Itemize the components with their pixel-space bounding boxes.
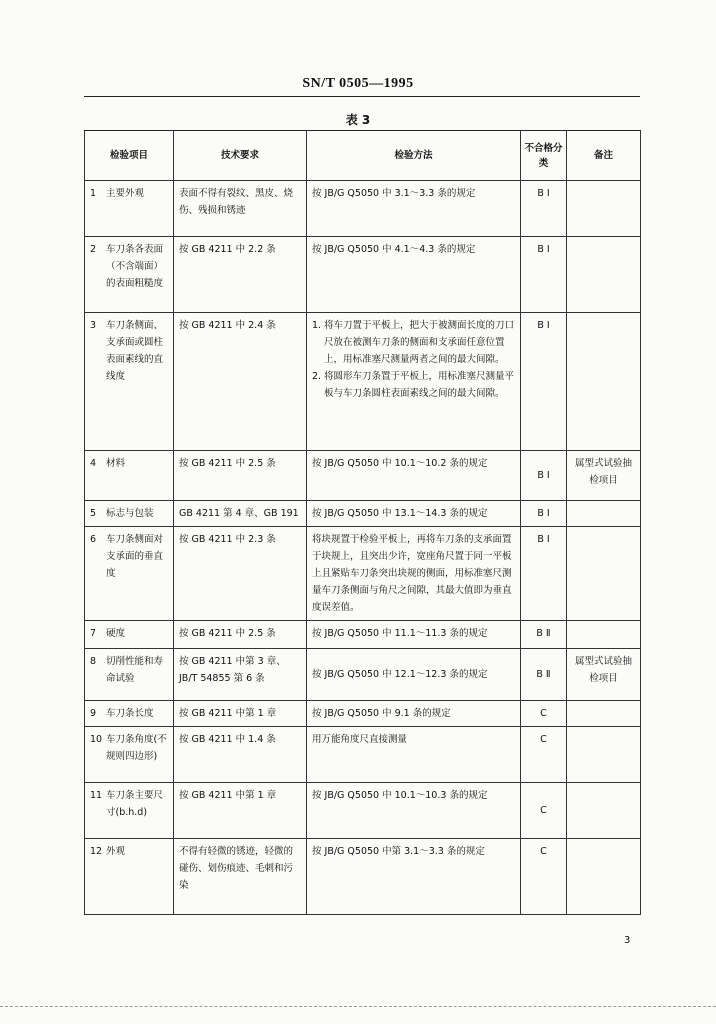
class-cell: B Ⅱ <box>521 649 567 701</box>
method-step: 1. 将车刀置于平板上，把大于被测面长度的刀口尺放在被测车刀条的侧面和支承面任意位置上，用标准塞尺测量两者之间的最大间隙。 <box>312 320 515 365</box>
item-name: 车刀条主要尺寸(b.h.d) <box>106 790 164 818</box>
col-header-requirement: 技术要求 <box>174 131 307 181</box>
requirement-cell: 按 GB 4211 中第 3 章、JB/T 54855 第 6 条 <box>174 649 307 701</box>
row-number: 11 <box>90 790 103 801</box>
col-header-item: 检验项目 <box>85 131 174 181</box>
table-row <box>85 701 641 727</box>
class-cell: B I <box>521 181 567 237</box>
remark-cell <box>567 501 641 527</box>
requirement-cell: 按 GB 4211 中 2.4 条 <box>174 313 307 451</box>
method-step: 2. 将圆形车刀条置于平板上，用标准塞尺测量平板与车刀条圆柱表面素线之间的最大间隙。 <box>312 371 515 399</box>
method-cell: 将块规置于检验平板上，再将车刀条的支承面置于块规上，且突出少许，宽座角尺置于同一平板上且紧贴车刀条突出块规的侧面，用标准塞尺测量车刀条侧面与角尺之间隙，其最大值即为垂直度误差值。 <box>307 527 521 621</box>
item-name: 硬度 <box>106 628 126 639</box>
requirement-cell: 不得有轻微的锈迹，轻微的碰伤、划伤痕迹、毛刺和污染 <box>174 839 307 915</box>
item-name: 车刀条各表面（不含端面）的表面粗糙度 <box>106 244 164 289</box>
page-number: 3 <box>624 935 631 946</box>
item-cell <box>85 501 174 527</box>
item-cell <box>85 839 174 915</box>
requirement-cell: 按 GB 4211 中第 1 章 <box>174 701 307 727</box>
table-row <box>85 727 641 783</box>
method-cell: 按 JB/G Q5050 中第 3.1～3.3 条的规定 <box>307 839 521 915</box>
table-row <box>85 181 641 237</box>
item-name: 车刀条侧面对支承面的垂直度 <box>106 534 164 579</box>
item-cell <box>85 701 174 727</box>
class-cell: C <box>521 727 567 783</box>
remark-cell <box>567 727 641 783</box>
item-name: 外观 <box>106 846 126 857</box>
row-number: 6 <box>90 534 97 545</box>
table-row <box>85 237 641 313</box>
header-rule <box>84 96 640 97</box>
bottom-scan-edge <box>0 1006 716 1007</box>
requirement-cell: 按 GB 4211 中 2.3 条 <box>174 527 307 621</box>
remark-cell: 属型式试验抽检项目 <box>567 649 641 701</box>
remark-cell <box>567 527 641 621</box>
row-number: 3 <box>90 320 97 331</box>
requirement-cell: GB 4211 第 4 章、GB 191 <box>174 501 307 527</box>
method-cell: 按 JB/G Q5050 中 10.1～10.2 条的规定 <box>307 451 521 501</box>
table-row <box>85 839 641 915</box>
table-row <box>85 527 641 621</box>
requirement-cell: 按 GB 4211 中 2.5 条 <box>174 451 307 501</box>
method-cell: 按 JB/G Q5050 中 3.1～3.3 条的规定 <box>307 181 521 237</box>
col-header-class: 不合格分类 <box>521 131 567 181</box>
class-cell: C <box>521 783 567 839</box>
method-steps <box>312 317 515 402</box>
method-cell: 按 JB/G Q5050 中 4.1～4.3 条的规定 <box>307 237 521 313</box>
item-cell <box>85 181 174 237</box>
remark-cell <box>567 313 641 451</box>
requirement-cell: 按 GB 4211 中 2.5 条 <box>174 621 307 649</box>
row-number: 4 <box>90 458 97 469</box>
row-number: 1 <box>90 188 97 199</box>
requirement-cell: 表面不得有裂纹、黑皮、烧伤、残损和锈迹 <box>174 181 307 237</box>
col-header-remark: 备注 <box>567 131 641 181</box>
method-cell: 按 JB/G Q5050 中 12.1～12.3 条的规定 <box>307 649 521 701</box>
item-cell <box>85 451 174 501</box>
remark-cell <box>567 701 641 727</box>
item-name: 标志与包装 <box>106 508 154 519</box>
item-name: 主要外观 <box>106 188 145 199</box>
item-cell <box>85 783 174 839</box>
method-cell: 按 JB/G Q5050 中 9.1 条的规定 <box>307 701 521 727</box>
row-number: 9 <box>90 708 97 719</box>
col-header-method: 检验方法 <box>307 131 521 181</box>
class-cell: B I <box>521 527 567 621</box>
item-cell <box>85 621 174 649</box>
row-number: 8 <box>90 656 97 667</box>
class-cell: B I <box>521 237 567 313</box>
document-code: SN/T 0505—1995 <box>302 76 414 91</box>
remark-cell <box>567 783 641 839</box>
class-cell: B Ⅱ <box>521 621 567 649</box>
item-name: 切削性能和寿命试验 <box>106 656 164 684</box>
table-header-row <box>85 131 641 181</box>
table-title: 表 3 <box>345 113 371 127</box>
requirement-cell: 按 GB 4211 中 2.2 条 <box>174 237 307 313</box>
table-row <box>85 783 641 839</box>
remark-cell <box>567 839 641 915</box>
remark-cell <box>567 237 641 313</box>
remark-cell <box>567 621 641 649</box>
requirement-cell: 按 GB 4211 中 1.4 条 <box>174 727 307 783</box>
class-cell: B I <box>521 313 567 451</box>
item-name: 车刀条长度 <box>106 708 154 719</box>
item-cell <box>85 313 174 451</box>
method-cell <box>307 313 521 451</box>
row-number: 10 <box>90 734 103 745</box>
remark-cell: 属型式试验抽检项目 <box>567 451 641 501</box>
item-cell <box>85 649 174 701</box>
item-name: 车刀条侧面、支承面或圆柱表面素线的直线度 <box>106 320 164 382</box>
table-row <box>85 451 641 501</box>
item-cell <box>85 527 174 621</box>
class-cell: B I <box>521 451 567 501</box>
item-cell <box>85 237 174 313</box>
row-number: 12 <box>90 846 103 857</box>
item-name: 车刀条角度(不规则四边形) <box>106 734 167 762</box>
table-row <box>85 621 641 649</box>
item-cell <box>85 727 174 783</box>
row-number: 7 <box>90 628 97 639</box>
table-row <box>85 501 641 527</box>
inspection-table <box>84 130 641 915</box>
remark-cell <box>567 181 641 237</box>
method-cell: 按 JB/G Q5050 中 13.1～14.3 条的规定 <box>307 501 521 527</box>
row-number: 5 <box>90 508 97 519</box>
method-cell: 按 JB/G Q5050 中 11.1～11.3 条的规定 <box>307 621 521 649</box>
class-cell: C <box>521 701 567 727</box>
method-cell: 按 JB/G Q5050 中 10.1～10.3 条的规定 <box>307 783 521 839</box>
item-name: 材料 <box>106 458 126 469</box>
table-row <box>85 313 641 451</box>
requirement-cell: 按 GB 4211 中第 1 章 <box>174 783 307 839</box>
method-cell: 用万能角度尺直接测量 <box>307 727 521 783</box>
table-row <box>85 649 641 701</box>
row-number: 2 <box>90 244 97 255</box>
class-cell: C <box>521 839 567 915</box>
class-cell: B I <box>521 501 567 527</box>
